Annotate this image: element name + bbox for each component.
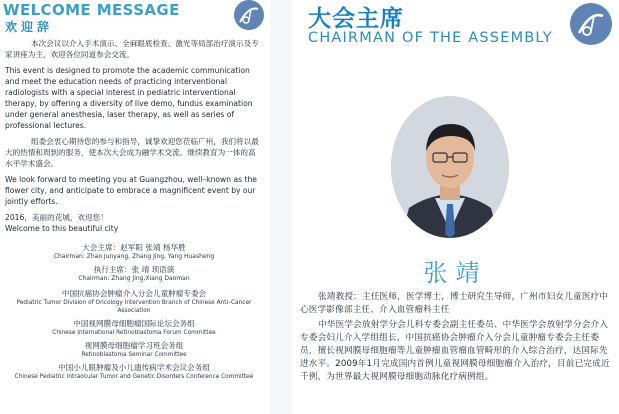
org-en: Chinese International Retinoblastoma Forum Committee bbox=[52, 330, 216, 336]
welcome-para-cn-2: 组委会衷心期待您的参与和指导，诚挚欢迎您莅临广州，我们将以最大的热情和周到的服务，使本次大会成为融学术交流、继续教育为一体的高水平学术盛会。 bbox=[5, 137, 259, 168]
welcome-title-en: WELCOME MESSAGE bbox=[3, 1, 180, 19]
chairman-portrait bbox=[391, 96, 509, 238]
org-en: Chinese Pediatric Intraocular Tumor and Genetic Disorders Conference Committee bbox=[14, 374, 254, 380]
chairman-bio-para-2: 中华医学会放射学分会儿科专委会副主任委员、中华医学会放射学分会介入专委会妇儿介入学组组长，中国抗癌协会肿瘤介入分会儿童肿瘤专委会主任委员，擅长视网膜母细胞瘤等儿童肿瘤血管瘤血管畸形的介入综合治疗，达国际先进水平。2009年1月完成国内首例儿童视网膜母细胞瘤介入治疗，目前已完成近千例，为世界最大视网膜母细胞动脉化疗病例组。 bbox=[300, 320, 610, 382]
welcome-para-cn-1: 本次会议以介入手术演示、全麻眼底检查、激光等局部治疗演示及专家讲座为主，欢迎各位同道参会交流。 bbox=[5, 39, 259, 59]
org-cn: 中国小儿眼肿瘤及小儿遗传病学术会议会务组 bbox=[58, 363, 210, 372]
welcome-title-cn: 欢迎辞 bbox=[5, 20, 54, 34]
music-disc-icon[interactable] bbox=[234, 0, 264, 30]
chairman-title-cn: 大会主席 bbox=[308, 6, 404, 32]
org-cn: 中国抗癌协会肿瘤介入分会儿童肿瘤专委会 bbox=[61, 289, 207, 298]
welcome-body bbox=[5, 38, 263, 385]
welcome-para-en-1: This event is designed to promote the academic communication and meet the education needs of practicing interventional radiologists with a special interest in pediatric interventional therapy, by offering a diversity of live demo, fundus examination under general anesthesia, laser therapy, as well as series of professional lectures. bbox=[5, 66, 253, 130]
org-en: Pediatric Tumor Division of Oncology Intervention Branch of Chinese Anti–Cancer Association bbox=[16, 300, 252, 314]
closing-en: Welcome to this beautiful city bbox=[5, 224, 119, 233]
music-disc-icon[interactable] bbox=[570, 3, 612, 45]
chairman-bio-para-1: 张靖教授：主任医师，医学博士，博士研究生导师，广州市妇女儿童医疗中心医学影像部主任、介入血管瘤科主任 bbox=[300, 292, 609, 315]
exec-chair-credit-cn: 执行主席：张 靖 顼语演 bbox=[93, 265, 175, 274]
exec-chair-credit-en: Chairman: Zhang Jing,Xiang Daoman bbox=[78, 275, 190, 282]
chairman-credit-cn: 大会主席：赵军阳 张靖 杨华胜 bbox=[82, 243, 186, 252]
page-gap bbox=[270, 0, 292, 414]
welcome-page bbox=[0, 0, 270, 414]
closing-cn: 2016，美丽的花城，欢迎您！ bbox=[5, 213, 108, 222]
org-en: Retinoblastoma Seminar Committee bbox=[81, 352, 187, 358]
chairman-page bbox=[292, 0, 619, 414]
org-cn: 视网膜母细胞瘤学习班会务组 bbox=[84, 341, 184, 350]
chairman-title-en: CHAIRMAN OF THE ASSEMBLY bbox=[308, 30, 553, 46]
chairman-bio bbox=[300, 291, 613, 386]
welcome-para-en-2: We look forward to meeting you at Guangzhou, well–known as the flower city, and anticipate to embrace a magnificent event by our jointly efforts. bbox=[5, 175, 257, 206]
org-cn: 中国视网膜母细胞瘤国际论坛会务组 bbox=[73, 319, 195, 328]
chairman-name: 张靖 bbox=[423, 259, 488, 287]
chairman-credit-en: Chairman: Zhao Junyang, Zhang Jing, Yang Huasheng bbox=[53, 253, 215, 260]
